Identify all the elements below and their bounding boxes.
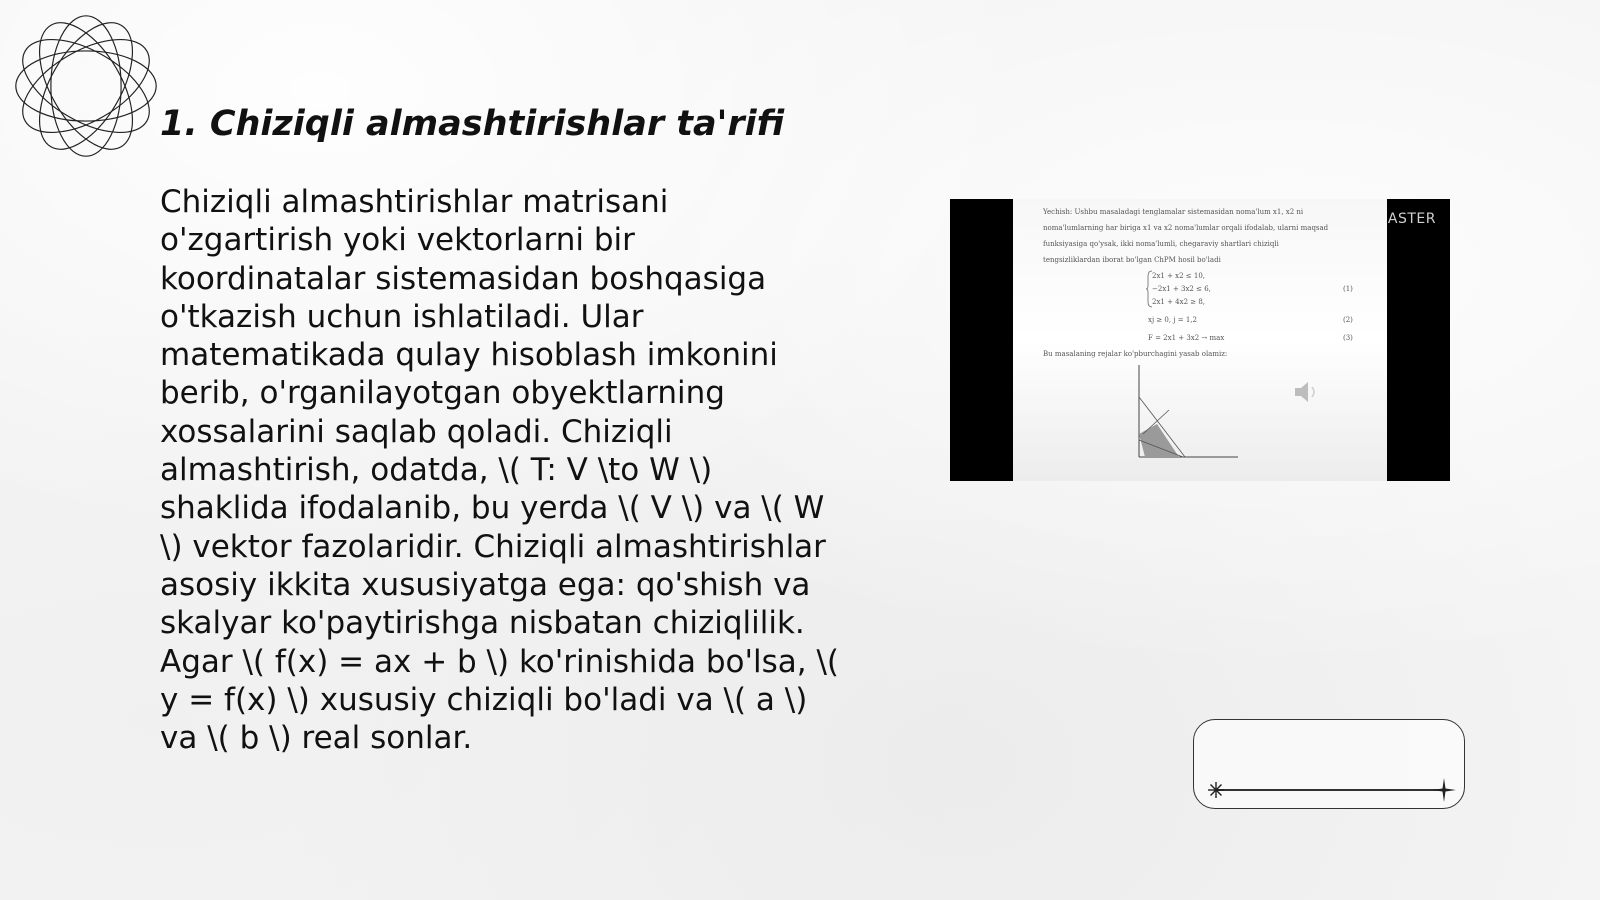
video-equation: F = 2x1 + 3x2 → max — [1148, 334, 1225, 342]
video-equation-tag: (3) — [1343, 334, 1353, 342]
video-document-frame — [1013, 199, 1387, 481]
video-equation: 2x1 + 4x2 ≥ 8, — [1152, 298, 1206, 306]
embedded-video[interactable] — [950, 199, 1450, 481]
video-watermark: ASTER — [1387, 211, 1436, 227]
video-text-line: tengsizliklardan iborat bo'lgan ChPM hosil bo'ladi — [1043, 256, 1221, 264]
video-text-line: funksiyasiga qo'ysak, ikki noma'lumli, chegaraviy shartlari chiziqli — [1043, 240, 1279, 248]
video-equation-tag: (1) — [1343, 285, 1353, 293]
feasible-region-plot — [1123, 362, 1243, 462]
speaker-icon[interactable] — [1292, 380, 1322, 404]
video-equation: 2x1 + x2 ≤ 10, — [1152, 272, 1206, 280]
sparkle-icon[interactable] — [1207, 781, 1225, 799]
audio-progress-track[interactable] — [1216, 789, 1442, 791]
slide-body-text: Chiziqli almashtirishlar matrisani o'zgartirish yoki vektorlarni bir koordinatalar sistemasidan boshqasiga o'tkazish uchun ishlatiladi. Ular matematikada qulay hisoblash imkonini berib, o'rganilayotgan obyektlarning xossalarini saqlab qoladi. Chiziqli almashtirish, odatda, \( T: V \to W \) shaklida ifodalanib, bu yerda \( V \) va \( W \) vektor fazolaridir. Chiziqli almashtirishlar asosiy ikkita xususiyatga ega: qo'shish va skalyar ko'paytirishga nisbatan chiziqlilik. Agar \( f(x) = ax + b \) ko'rinishida bo'lsa, \( y = f(x) \) xususiy chiziqli bo'ladi va \( a \) va \( b \) real sonlar. — [160, 184, 840, 757]
video-equation: −2x1 + 3x2 ≤ 6, — [1152, 285, 1211, 293]
video-equation-tag: (2) — [1343, 316, 1353, 324]
video-equation: xj ≥ 0, j = 1,2 — [1148, 316, 1197, 324]
star-icon[interactable] — [1432, 778, 1456, 802]
video-text-line: Bu masalaning rejalar ko'pburchagini yasab olamiz: — [1043, 350, 1228, 358]
spirograph-logo-icon — [8, 8, 164, 164]
slide-title: 1. Chiziqli almashtirishlar ta'rifi — [160, 104, 785, 144]
audio-player[interactable] — [1193, 719, 1465, 809]
video-text-line: Yechish: Ushbu masaladagi tenglamalar sistemasidan noma'lum x1, x2 ni — [1043, 208, 1304, 216]
video-text-line: noma'lumlarning har biriga x1 va x2 noma'lumlar orqali ifodalab, ularni maqsad — [1043, 224, 1329, 232]
